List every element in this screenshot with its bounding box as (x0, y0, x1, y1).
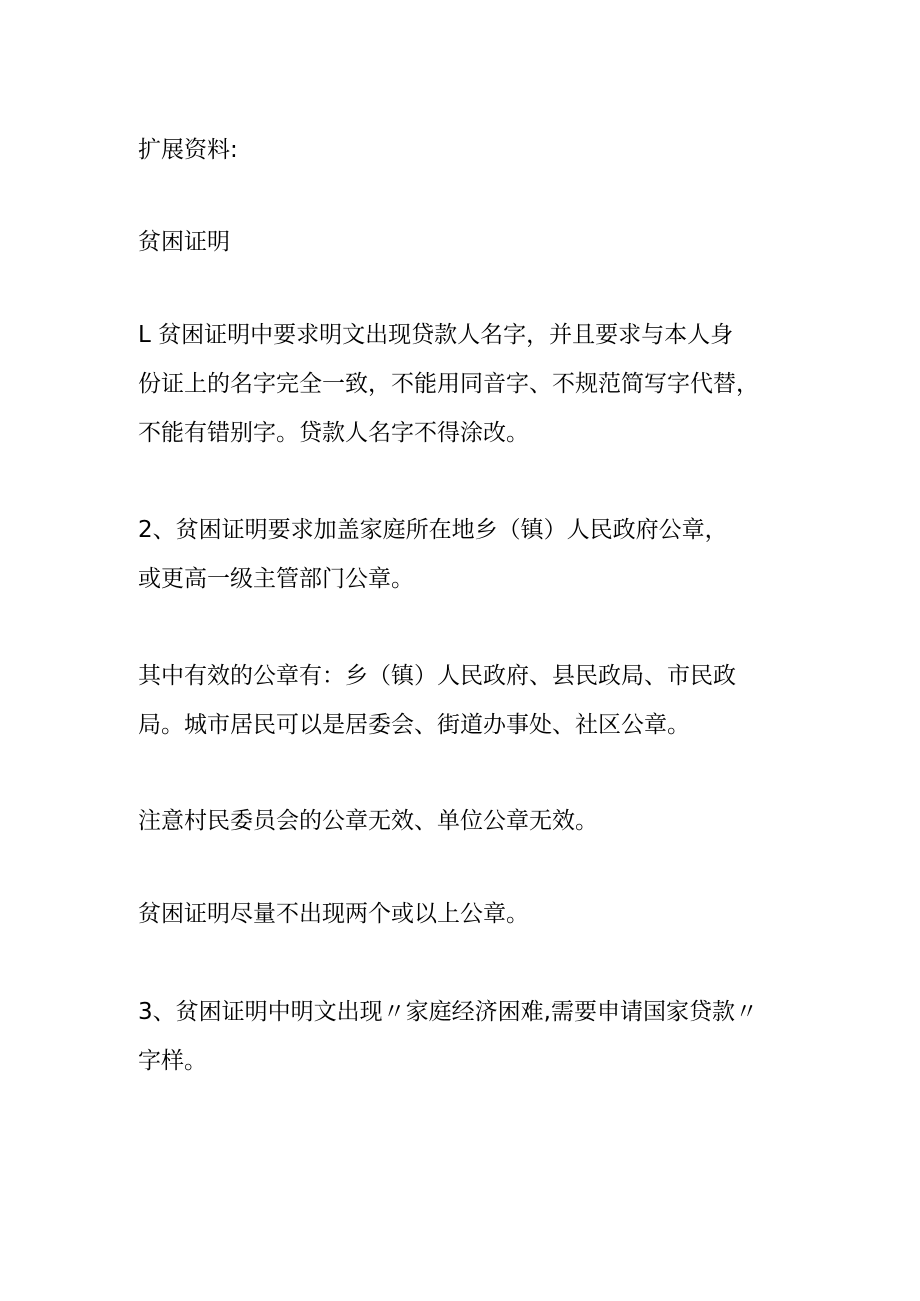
text-line: 扩展资料: (138, 137, 238, 163)
seal-count-note (138, 890, 808, 939)
certificate-heading (138, 218, 808, 267)
invalid-seals-note (138, 797, 808, 846)
extended-info-heading (138, 126, 808, 175)
text-line: 其中有效的公章有：乡（镇）人民政府、县民政局、市民政 (138, 663, 736, 689)
text-line: 注意村民委员会的公章无效、单位公章无效。 (138, 808, 598, 834)
item-3-paragraph (138, 988, 808, 1086)
text-line: 或更高一级主管部门公章。 (138, 566, 414, 592)
text-line: 2、贫困证明要求加盖家庭所在地乡（镇）人民政府公章， (138, 517, 728, 543)
text-line: L 贫困证明中要求明文出现贷款人名字，并且要求与本人身 (138, 322, 734, 348)
valid-seals-paragraph (138, 652, 808, 750)
text-line: 贫困证明尽量不出现两个或以上公章。 (138, 901, 529, 927)
text-line: 局。城市居民可以是居委会、街道办事处、社区公章。 (138, 712, 690, 738)
text-line: 份证上的名字完全一致，不能用同音字、不规范简写字代替， (138, 371, 759, 397)
text-line: 字样。 (138, 1048, 207, 1074)
text-line: 贫困证明 (138, 229, 230, 255)
text-line: 不能有错别字。贷款人名字不得涂改。 (138, 420, 529, 446)
text-line: 3、贫困证明中明文出现〃家庭经济困难,需要申请国家贷款〃 (138, 999, 758, 1025)
item-1-paragraph (138, 311, 808, 458)
item-2-paragraph (138, 506, 808, 604)
